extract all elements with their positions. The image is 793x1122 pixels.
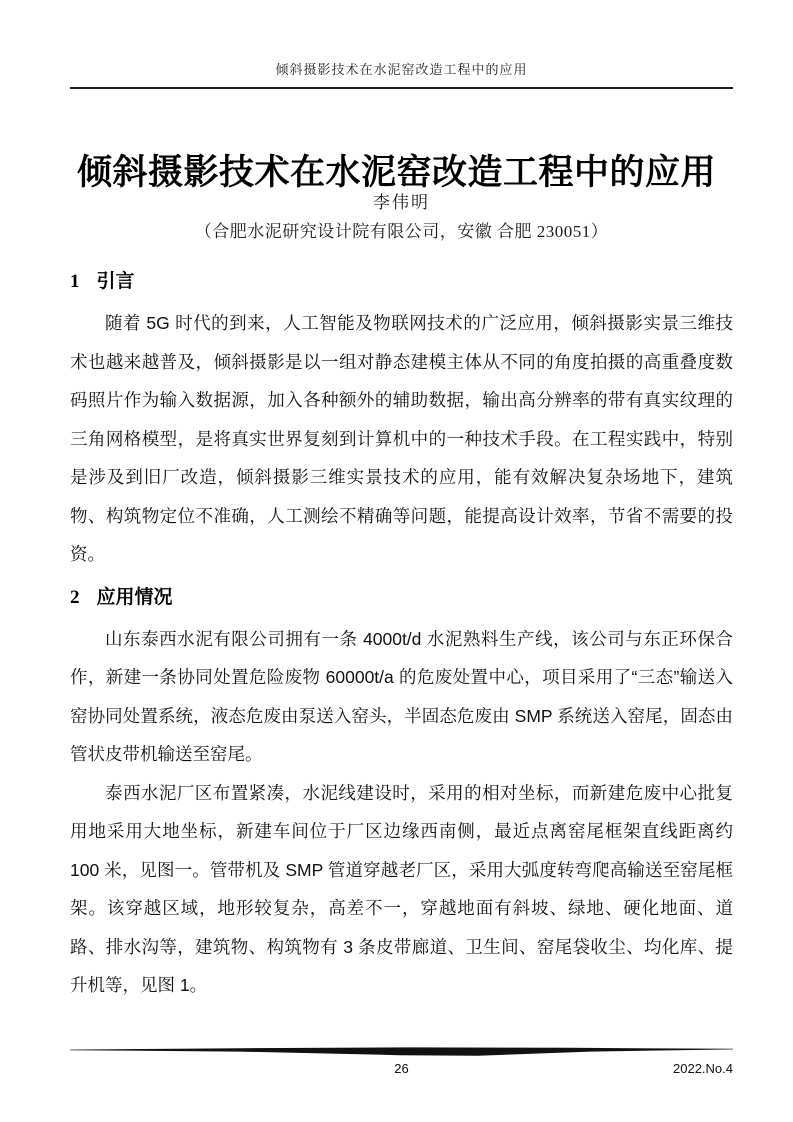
paragraph: 泰西水泥厂区布置紧凑，水泥线建设时，采用的相对坐标，而新建危废中心批复用地采用大地坐标，新建车间位于厂区边缘西南侧，最近点离窑尾框架直线距离约 100 米，见图一。管带机及 SMP 管道穿越老厂区，采用大弧度转弯爬高输送至窑尾框架。该穿越区域，地形较复杂，高差不一，穿越地面有斜坡、绿地、硬化地面、道路、排水沟等，建筑物、构筑物有 3 条皮带廊道、卫生间、窑尾袋收尘、均化库、提升机等，见图 1。 bbox=[70, 782, 733, 995]
section-title: 引言 bbox=[96, 271, 135, 292]
page-title: 倾斜摄影技术在水泥窑改造工程中的应用 bbox=[76, 153, 716, 193]
paragraph: 山东泰西水泥有限公司拥有一条 4000t/d 水泥熟料生产线，该公司与东正环保合作，新建一条协同处置危险废物 60000t/a 的危废处置中心，项目采用了“三态”输送入窑协同处置系统，液态危废由泵送入窑头，半固态危废由 SMP 系统送入窑尾，固态由管状皮带机输送至窑尾。 bbox=[70, 628, 733, 764]
author: 李伟明 bbox=[373, 193, 430, 212]
page-number: 26 bbox=[394, 1061, 409, 1076]
section-heading-2 bbox=[70, 585, 733, 611]
section-number: 2 bbox=[70, 586, 80, 608]
section-title: 应用情况 bbox=[96, 586, 173, 608]
article-body bbox=[70, 269, 733, 1005]
affiliation: （合肥水泥研究设计院有限公司，安徽 合肥 230051） bbox=[194, 222, 609, 241]
issue-label: 2022.No.4 bbox=[673, 1061, 733, 1076]
header-rule bbox=[70, 87, 733, 89]
footer-divider bbox=[70, 1047, 733, 1057]
paragraph: 随着 5G 时代的到来，人工智能及物联网技术的广泛应用，倾斜摄影实景三维技术也越来越普及，倾斜摄影是以一组对静态建模主体从不同的角度拍摄的高重叠度数码照片作为输入数据源，加入各种额外的辅助数据，输出高分辨率的带有真实纹理的三角网格模型，是将真实世界复刻到计算机中的一种技术手段。在工程实践中，特别是涉及到旧厂改造，倾斜摄影三维实景技术的应用，能有效解决复杂场地下，建筑物、构筑物定位不准确，人工测绘不精确等问题，能提高设计效率，节省不需要的投资。 bbox=[70, 313, 733, 564]
footer bbox=[70, 1060, 733, 1078]
running-header: 倾斜摄影技术在水泥窑改造工程中的应用 bbox=[275, 62, 528, 77]
section-number: 1 bbox=[70, 271, 80, 292]
section-heading-1 bbox=[70, 269, 733, 295]
